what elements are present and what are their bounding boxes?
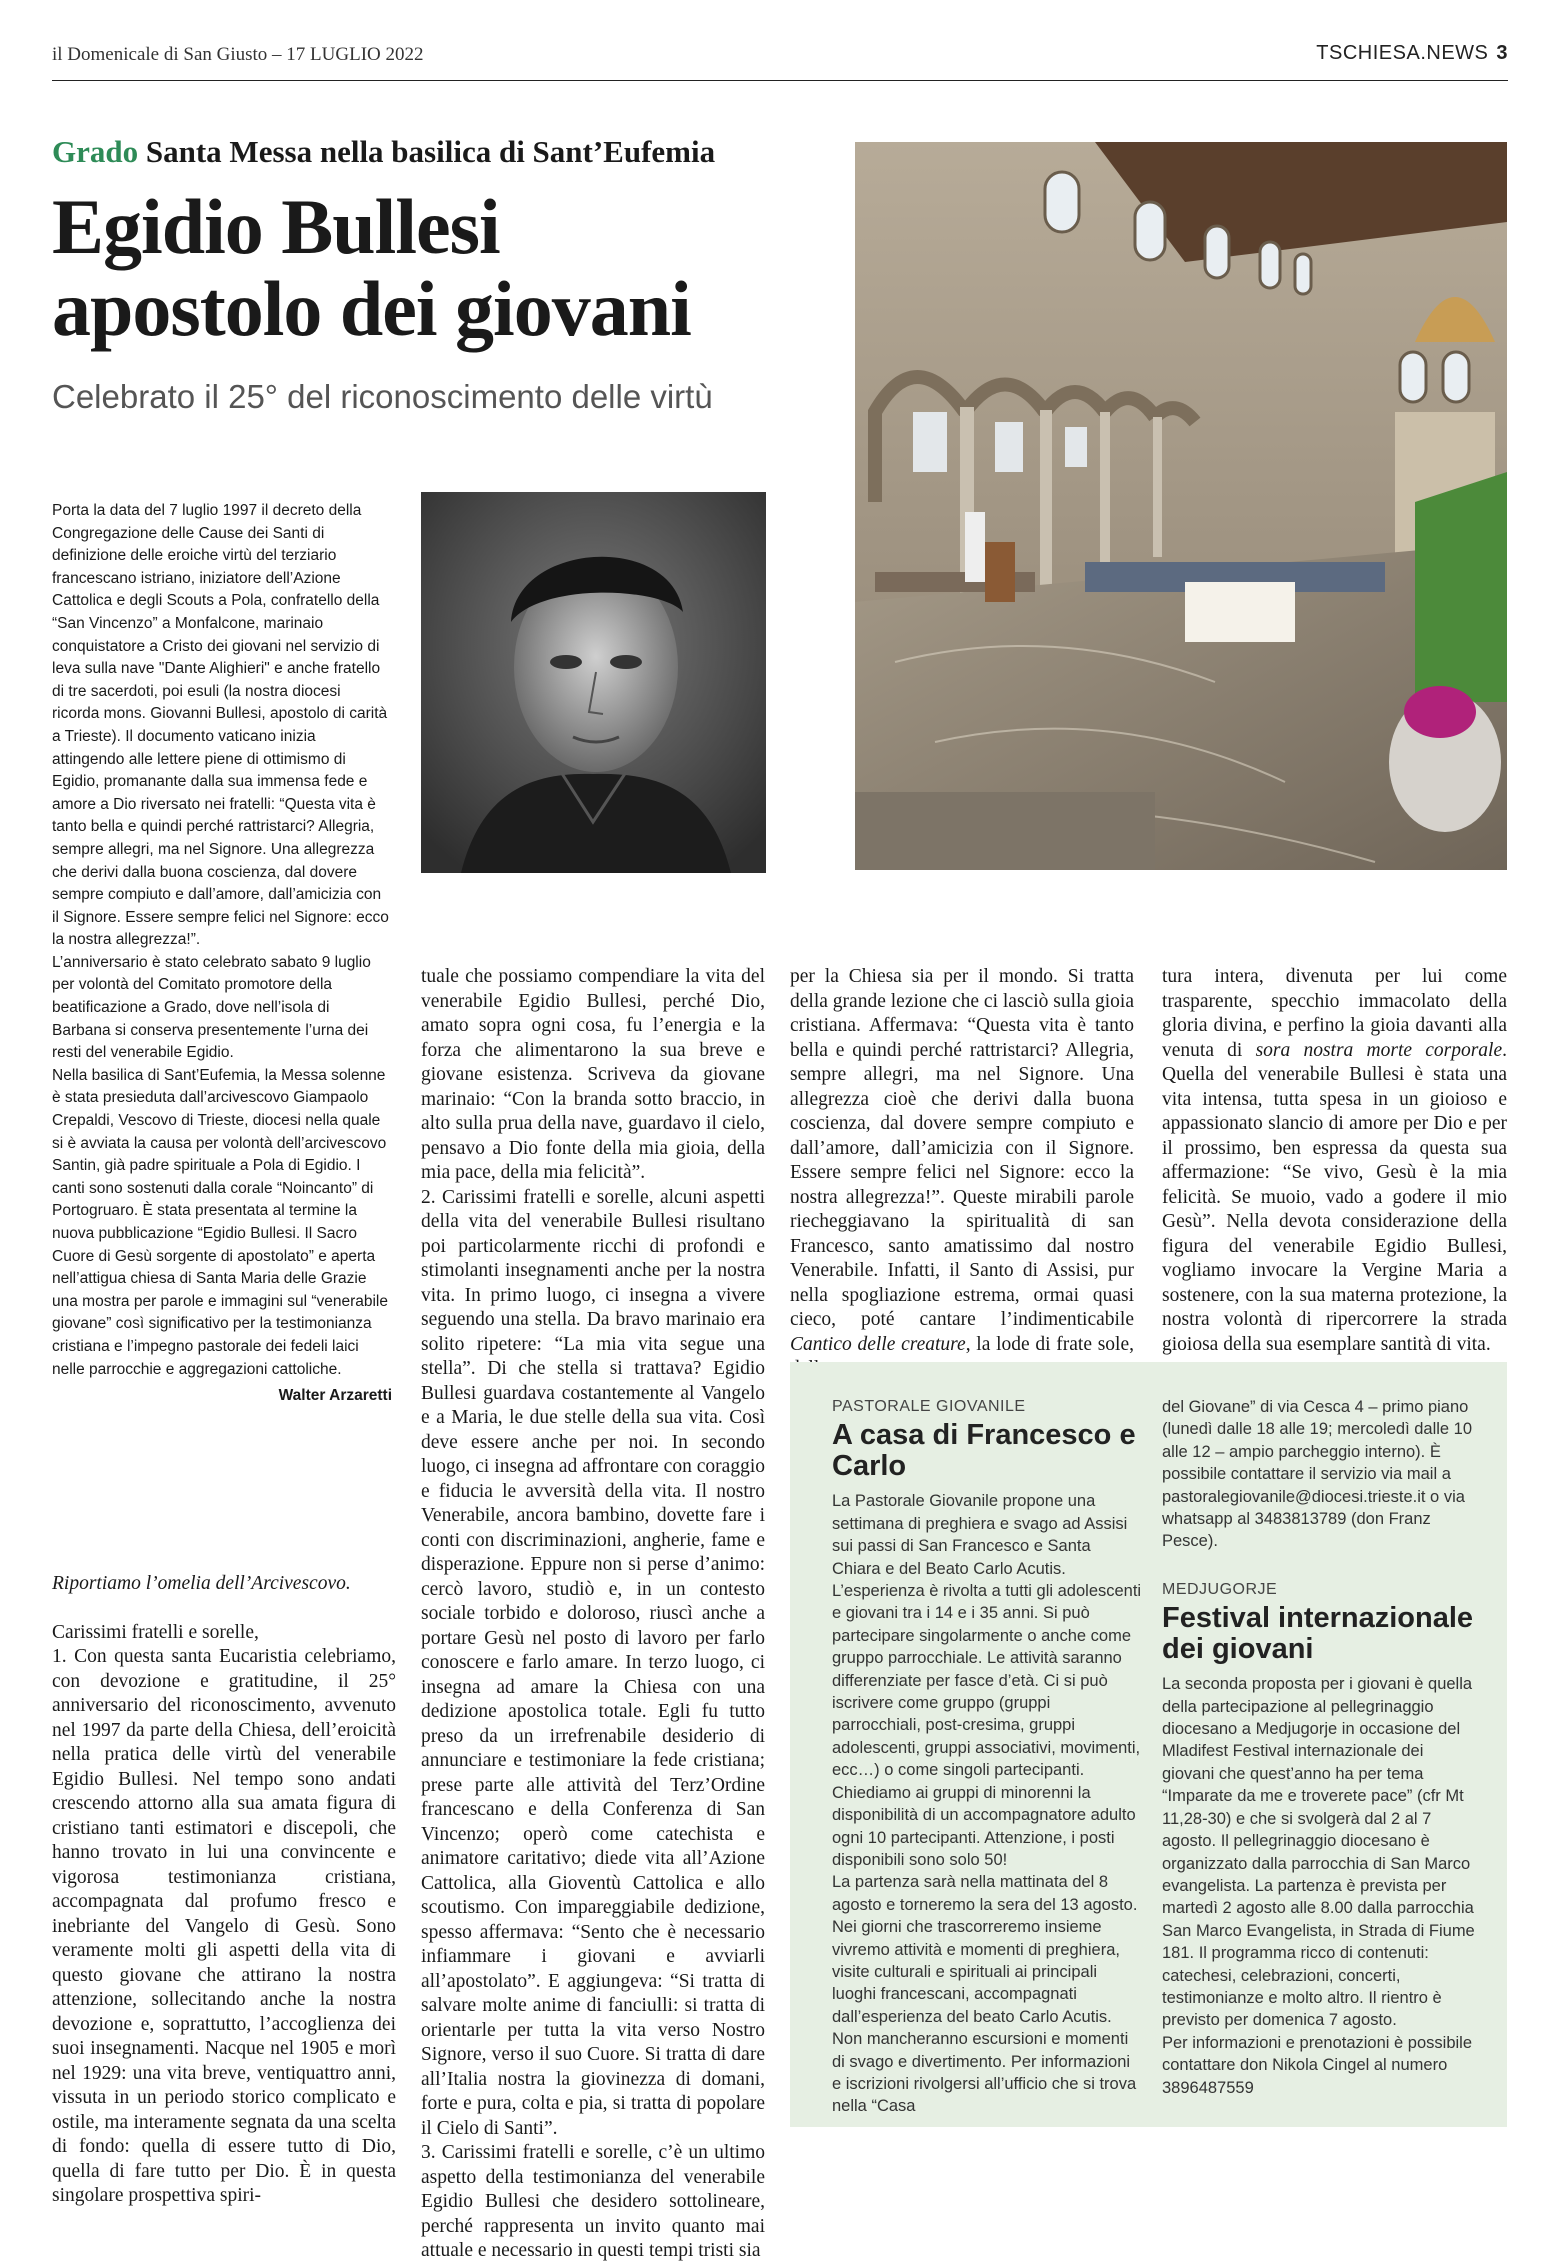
article-kicker — [52, 134, 715, 170]
kicker-place: Grado — [52, 134, 139, 169]
intro-paragraph-3: Nella basilica di Sant’Eufemia, la Messa solenne è stata presieduta dall’arcivescovo Giampaolo Crepaldi, Vescovo di Trieste, diocesi nella quale si è avviata la causa per volontà dell’arcivescovo Santin, già padre spirituale a Pola di Egidio. I canti sono sostenuti dalla corale “Noincanto” di Portogruaro. È stata presentata al termine la nuova pubblicazione “Egidio Bullesi. Il Sacro Cuore di Gesù sorgente di apostolato” e aperta nell’attigua chiesa di Santa Maria delle Grazie una mostra per parole e immagini sul “venerabile giovane” così significativo per la testimonianza cristiana e l’impegno pastorale dei fedeli laici nelle parrocchie e aggregazioni cattoliche. — [52, 1066, 388, 1378]
sidebar-column-1 — [832, 1396, 1142, 2118]
article-headline — [52, 183, 691, 352]
col2-paragraph-3: 3. Carissimi fratelli e sorelle, c’è un ultimo aspetto della testimonianza del venerabile Egidio Bullesi che desidero sottolineare, perché rappresenta un invito quanto mai attuale e necessario in questi tempi tristi sia — [421, 2142, 765, 2261]
author-signature: Walter Arzaretti — [278, 1387, 392, 1405]
intro-paragraph-1: Porta la data del 7 luglio 1997 il decreto della Congregazione delle Cause dei Santi di definizione delle eroiche virtù del terziario francescano istriano, iniziatore dell’Azione Cattolica e degli Scouts a Pola, confratello della “San Vincenzo” a Monfalcone, marinaio conquistatore a Cristo dei giovani nel servizio di leva sulla nave "Dante Alighieri" e anche fratello di tre sacerdoti, poi esuli (la nostra diocesi ricorda mons. Giovanni Bullesi, apostolo di carità a Trieste). Il documento vaticano inizia attingendo alle lettere piene di ottimismo di Egidio, promanante dalla sua immensa fede e amore a Dio riversato nei fratelli: “Questa vita è tanto bella e quindi perché rattristarci? Allegria, sempre allegri, ma nel Signore. Una allegrezza che derivi dalla buona coscienza, dal dovere sempre compiuto e dall’amore, dall’amicizia con il Signore. Essere sempre felici nel Signore: ecco la nostra allegrezza!”. — [52, 502, 389, 949]
kicker-text: Santa Messa nella basilica di Sant’Eufemia — [145, 134, 716, 169]
section-tag-pastorale: PASTORALE GIOVANILE — [832, 1398, 1026, 1415]
portrait-image — [421, 492, 766, 873]
col3-italic-title: Cantico delle creature — [790, 1333, 966, 1355]
basilica-interior-image — [855, 142, 1507, 870]
homily-intro: Riportiamo l’omelia dell’Arcivescovo. — [52, 1573, 351, 1594]
col3-text-b: , la lode di frate sole, — [965, 1333, 1134, 1355]
article-intro — [52, 500, 392, 1408]
sidebar-text-1c: del Giovane” di via Cesca 4 – primo piano (lunedì dalle 18 alle 19; mercoledì dalle 10 alle 12 – ampio parcheggio interno). È possibile contattare il servizio via mail a pastoralegiovanile@diocesi.trieste.it o via whatsapp al 3483813789 (don Franz Pesce). — [1162, 1398, 1473, 1551]
col4-text-b: . Quella del venerabile Bullesi è stata una vita intensa, tutta spesa in un gioioso e appassionato slancio di amore per Dio e per il prossimo, ben espressa da questa sua affermazione: “Se vivo, Gesù è la mia felicità. Se muoio, vado a godere il mio Gesù”. Nella devota considerazione della figura del venerabile Egidio Bullesi, vogliamo invocare la Vergine Maria a sostenere, con la sua materna protezione, la nostra volontà di ripercorrere la strada gioiosa della sua esemplare santità di vita. — [1162, 1039, 1508, 1355]
header-rule — [52, 80, 1508, 81]
homily-paragraph-1: 1. Con questa santa Eucaristia celebriamo, con devozione e gratitudine, il 25° anniversario del riconoscimento, avvenuto nel 1997 da parte della Chiesa, dell’eroicità nella pratica delle virtù del venerabile Egidio Bullesi. Nel tempo sono andati crescendo attorno alla sua amata figura di cristiano tanti estimatori e discepoli, che hanno trovato in lui una convincente e vigorosa testimonianza cristiana, accompagnata dal profumo fresco e inebriante del Vangelo di Gesù. Sono veramente molti gli aspetti della vita di questo giovane che attirano la nostra attenzione, sollecitando anche la nostra devozione e, soprattutto, l’accoglienza dei suoi insegnamenti. Nacque nel 1905 e morì nel 1929: una vita breve, ventiquattro anni, vissuta in un periodo storico complicato e ostile, ma interamente segnata da una scelta di fondo: quella di essere tutto di Dio, quella di fare tutto per Dio. È in questa singolare prospettiva spiri- — [52, 1646, 396, 2206]
newspaper-masthead-date: il Domenicale di San Giusto – 17 LUGLIO 2022 — [52, 44, 424, 65]
portrait-photo — [421, 492, 766, 873]
sidebar-column-2 — [1162, 1396, 1477, 2099]
site-name: TSCHIESA.NEWS — [1316, 42, 1489, 64]
article-subhead: Celebrato il 25° del riconoscimento delle virtù — [52, 378, 713, 415]
col3-text-a: per la Chiesa sia per il mondo. Si tratta della grande lezione che ci lasciò sulla gioia cristiana. Affermava: “Questa vita è tanto bella e quindi perché rattristarci? Allegria, sempre allegri, ma nel Signore. Una allegrezza cioè che derivi dalla buona coscienza, dal dovere sempre compiuto e dall’amore, dall’amicizia con il Signore. Essere sempre felici nel Signore: ecco la nostra allegrezza!”. Queste mirabili parole riecheggiavano la spiritualità di san Francesco, santo amatissimo dal nostro Venerabile. Infatti, il Santo di Assisi, pur nella spogliazione estrema, ormai quasi cieco, poté cantare l’indimenticabile — [790, 966, 1134, 1330]
section-tag-medjugorje: MEDJUGORJE — [1162, 1580, 1278, 1598]
sidebar-text-2b: Per informazioni e prenotazioni è possibile contattare don Nikola Cingel al numero 3896487559 — [1162, 2033, 1473, 2097]
sidebar-title-assisi: A casa di Francesco e Carlo — [832, 1419, 1136, 1483]
col4-paragraph — [1162, 965, 1507, 1357]
headline-line-1: Egidio Bullesi — [52, 183, 500, 270]
col4-text-a: tura intera, divenuta per lui come trasparente, specchio immacolato della gloria divina, e perfino la gioia davanti alla venuta di — [1162, 966, 1507, 1061]
homily-column-1 — [52, 1572, 396, 2209]
col4-italic-phrase: sora nostra morte corporale — [1255, 1039, 1503, 1061]
homily-column-3 — [790, 965, 1134, 1382]
homily-column-4 — [1162, 965, 1507, 1357]
headline-line-2: apostolo dei giovani — [52, 265, 691, 352]
sidebar-text-1a: La Pastorale Giovanile propone una settimana di preghiera e svago ad Assisi sui passi di San Francesco e Santa Chiara e del Beato Carlo Acutis. L’esperienza è rivolta a tutti gli adolescenti e giovani tra i 14 e i 35 anni. Si può partecipare singolarmente o anche come gruppo parrocchiale. Le attività saranno differenziate per fasce d’età. Ci si può iscrivere come gruppo (gruppi parrocchiali, post-cresima, gruppi adolescenti, gruppi associativi, movimenti, ecc…) o come singoli partecipanti. Chiediamo ai gruppi di minorenni la disponibilità di un accompagnatore adulto ogni 10 partecipanti. Attenzione, i posti disponibili sono solo 50! — [832, 1492, 1142, 1869]
sidebar-text-1b: La partenza sarà nella mattinata del 8 agosto e torneremo la sera del 13 agosto. Nei giorni che trascorreremo insieme vivremo attività e momenti di preghiera, visite culturali e spirituali ai principali luoghi francescani, accompagnati dall’esperienza del beato Carlo Acutis. Non mancheranno escursioni e momenti di svago e divertimento. Per informazioni e iscrizioni rivolgersi all’ufficio che si trova nella “Casa — [832, 1873, 1138, 2116]
page-header-site — [1316, 42, 1508, 65]
sidebar-title-festival: Festival internazionale dei giovani — [1162, 1602, 1474, 1666]
sidebar-text-2a: La seconda proposta per i giovani è quella della partecipazione al pellegrinaggio diocesano a Medjugorje in occasione del Mladifest Festival internazionale dei giovani che quest’anno ha per tema “Imparate da me e troverete pace” (cfr Mt 11,28-30) e che si svolgerà dal 2 al 7 agosto. Il pellegrinaggio diocesano è organizzato dalla parrocchia di San Marco evangelista. La partenza è prevista per martedì 2 agosto alle 8.00 dalla parrocchia San Marco Evangelista, in Strada di Fiume 181. Il programma ricco di contenuti: catechesi, celebrazioni, concerti, testimonianze e molto altro. Il rientro è previsto per domenica 7 agosto. — [1162, 1675, 1475, 2030]
homily-greeting: Carissimi fratelli e sorelle, — [52, 1621, 259, 1643]
basilica-photo — [855, 142, 1507, 870]
youth-sidebar-box — [790, 1362, 1507, 2127]
homily-column-2 — [421, 965, 765, 2264]
col3-paragraph — [790, 965, 1134, 1382]
col2-paragraph-2: 2. Carissimi fratelli e sorelle, alcuni aspetti della vita del venerabile Bullesi risultano poi particolarmente ricchi di profondi e stimolanti insegnamenti anche per la nostra vita. In primo luogo, ci insegna a vivere seguendo una stella. Da bravo marinaio era solito ripetere: “La mia vita segue una stella”. Di che stella si trattava? Egidio Bullesi guardava costantemente al Vangelo e a Maria, le due stelle della sua vita. Così deve essere anche per noi. In secondo luogo, ci insegna ad affrontare con coraggio e fiducia le avversità della vita. Il nostro Venerabile, ancora bambino, dovette fare i conti con discriminazioni, angherie, fame e disperazione. Eppure non si perse d’animo: cercò lavoro, studiò e, in un contesto sociale torbido e doloroso, riuscì anche a portare Gesù nel posto di lavoro per farlo conoscere e farlo amare. In terzo luogo, ci insegna ad amare la Chiesa con una dedizione apostolica totale. Egli fu tutto preso da un irrefrenabile desiderio di annunciare e testimoniare la fede cristiana; prese parte alle attività del Terz’Ordine francescano e della Conferenza di San Vincenzo; operò come catechista e animatore caritativo; diede vita all’Azione Cattolica, alla Gioventù Cattolica e allo scoutismo. Con impareggiabile dedizione, spesso affermava: “Sento che è necessario infiammare i giovani e avviarli all’apostolato”. E aggiungeva: “Si tratta di salvare molte anime di fanciulli: si tratta di orientarle per tutta la vita verso Nostro Signore, verso il suo Cuore. Si tratta di dare all’Italia nostra la giovinezza di domani, forte e pura, colta e pia, si tratta di popolare il Cielo di Santi”. — [421, 1186, 765, 2139]
col2-paragraph-1: tuale che possiamo compendiare la vita del venerabile Egidio Bullesi, perché Dio, amato sopra ogni cosa, fu l’energia e la forza che alimentarono la sua breve e giovane esistenza. Scriveva da giovane marinaio: “Con la branda sotto braccio, in alto sulla prua della nave, guardavo il cielo, pensavo a Dio fonte della mia gioia, della mia pace, della mia felicità”. — [421, 966, 765, 1183]
page-number: 3 — [1496, 42, 1508, 64]
intro-paragraph-2: L’anniversario è stato celebrato sabato 9 luglio per volontà del Comitato promotore della beatificazione a Grado, dove nell’isola di Barbana si conserva presentemente l’urna dei resti del venerabile Egidio. — [52, 953, 371, 1062]
